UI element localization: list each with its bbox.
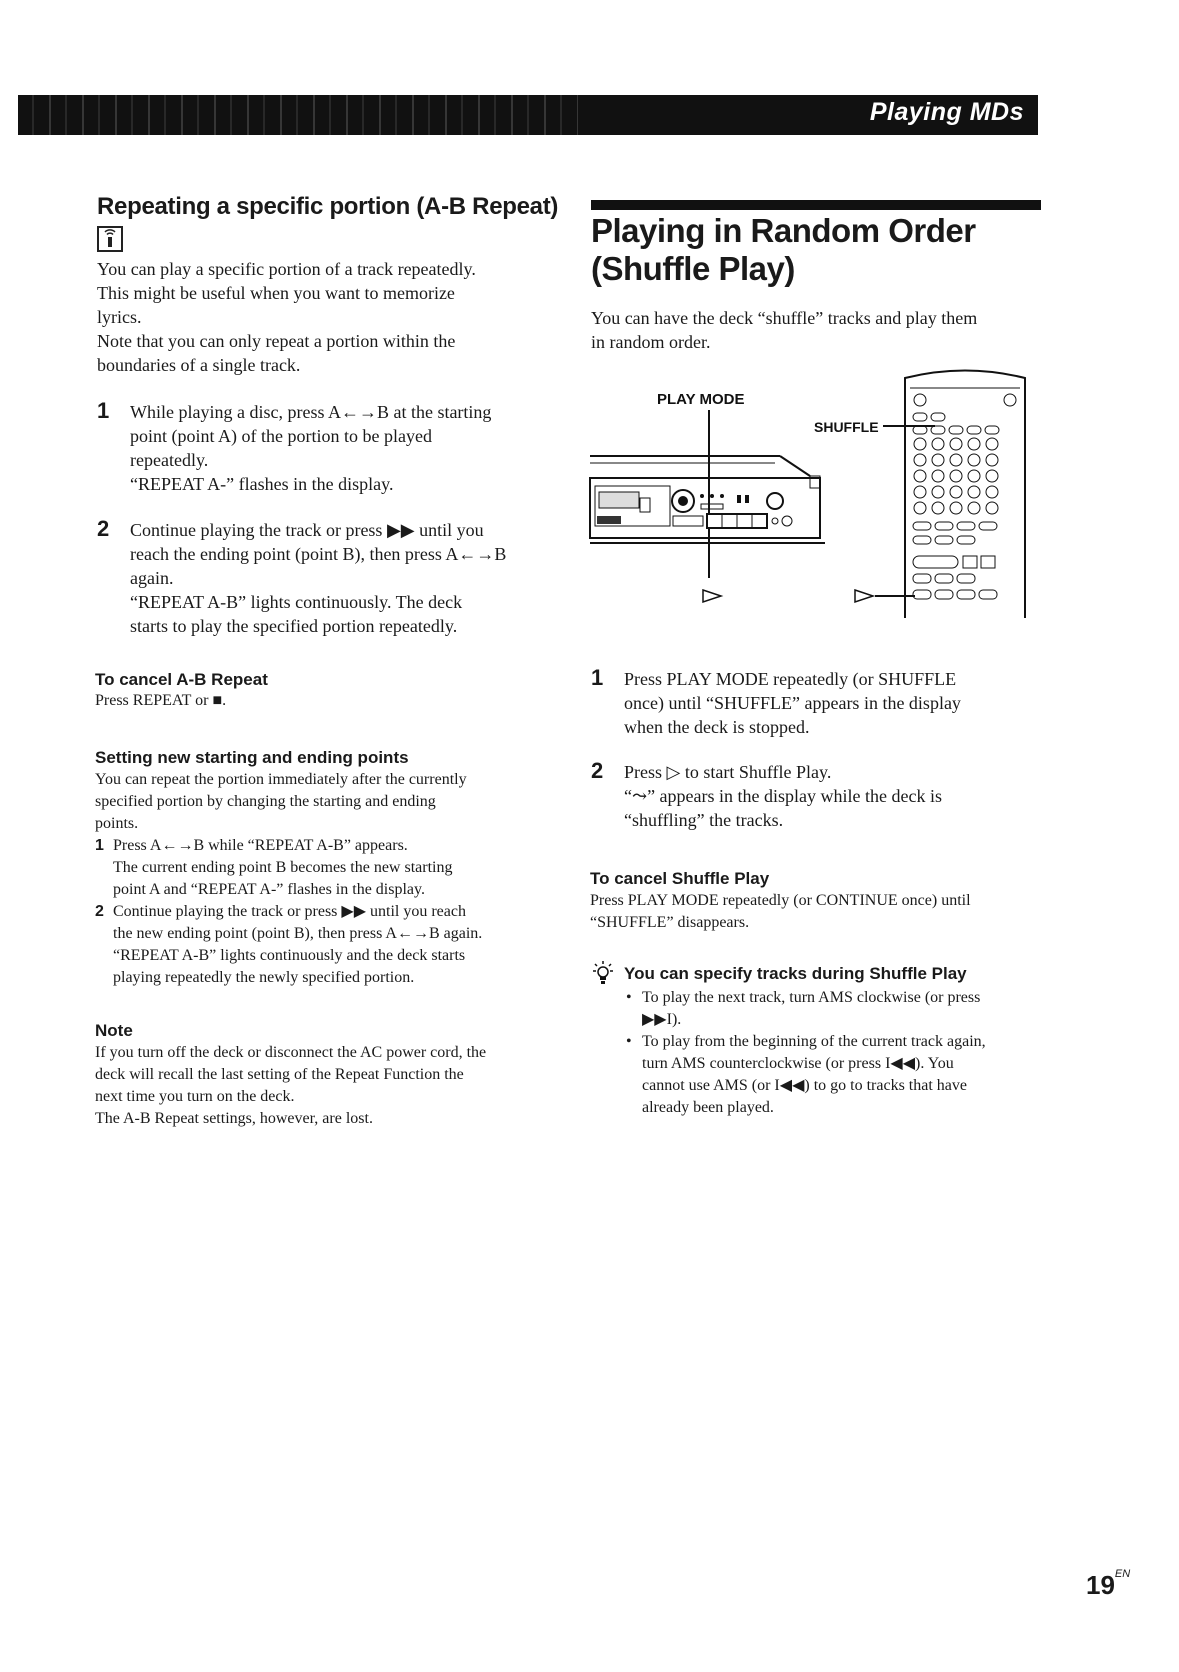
step-line: point (point A) of the portion to be played bbox=[130, 426, 432, 446]
note-line: If you turn off the deck or disconnect the AC power cord, the bbox=[95, 1044, 487, 1061]
header-decoration bbox=[18, 95, 578, 135]
step-line: “⤳” appears in the display while the deck is bbox=[624, 786, 942, 806]
info-icon bbox=[97, 226, 123, 252]
shuffle-title bbox=[591, 212, 1041, 288]
shuffle-step-2 bbox=[624, 760, 1044, 832]
cancel-shuffle-section bbox=[590, 868, 1060, 934]
cancel-ab-title: To cancel A-B Repeat bbox=[95, 670, 268, 689]
intro-line: in random order. bbox=[591, 332, 711, 352]
step-line: when the deck is stopped. bbox=[624, 717, 810, 737]
setting-item bbox=[95, 901, 565, 989]
cancel-ab-section bbox=[95, 670, 555, 712]
title-rule bbox=[591, 200, 1041, 210]
tip-line: ▶▶I). bbox=[642, 1011, 682, 1028]
step-line: starts to play the specified portion repeatedly. bbox=[130, 616, 458, 636]
step-line: “REPEAT A-B” lights continuously. The deck bbox=[130, 592, 463, 612]
intro-line: Note that you can only repeat a portion within the bbox=[97, 331, 456, 351]
deck-remote-figure bbox=[585, 368, 1045, 640]
intro-line: boundaries of a single track. bbox=[97, 355, 301, 375]
lightbulb-icon bbox=[592, 960, 614, 991]
setting-line: You can repeat the portion immediately after the currently bbox=[95, 771, 467, 788]
page-number bbox=[1086, 1570, 1130, 1601]
note-line: deck will recall the last setting of the Repeat Function the bbox=[95, 1066, 464, 1083]
title-line: (Shuffle Play) bbox=[591, 250, 795, 287]
setting-points-title: Setting new starting and ending points bbox=[95, 748, 409, 767]
setting-item-line: playing repeatedly the newly specified portion. bbox=[113, 969, 415, 986]
step-line: Press PLAY MODE repeatedly (or SHUFFLE bbox=[624, 669, 957, 689]
step-line: While playing a disc, press A←→B at the starting bbox=[130, 402, 492, 422]
step-line: “REPEAT A-” flashes in the display. bbox=[130, 474, 394, 494]
setting-item bbox=[95, 835, 565, 901]
step-line: Continue playing the track or press ▶▶ until you bbox=[130, 520, 484, 540]
step-number: 1 bbox=[591, 665, 604, 690]
cancel-shuffle-line: “SHUFFLE” disappears. bbox=[590, 914, 750, 931]
ab-intro bbox=[97, 257, 557, 377]
ab-repeat-heading: Repeating a specific portion (A-B Repeat) bbox=[97, 193, 559, 220]
title-line: Playing in Random Order bbox=[591, 212, 976, 249]
setting-item-line: the new ending point (point B), then press A←→B again. bbox=[113, 925, 483, 942]
setting-item-line: point A and “REPEAT A-” flashes in the display. bbox=[113, 881, 425, 898]
remote-body bbox=[905, 371, 1025, 619]
setting-line: specified portion by changing the starting and ending bbox=[95, 793, 436, 810]
tip-bullet bbox=[624, 987, 1054, 1031]
play-mode-label: PLAY MODE bbox=[657, 391, 745, 408]
section-title: Playing MDs bbox=[869, 98, 1024, 126]
shuffle-step-1 bbox=[624, 667, 1044, 739]
step-line: Press ▷ to start Shuffle Play. bbox=[624, 762, 832, 782]
step-line: once) until “SHUFFLE” appears in the display bbox=[624, 693, 961, 713]
setting-item-number: 1 bbox=[95, 837, 104, 854]
tip-line: cannot use AMS (or I◀◀) to go to tracks that have bbox=[642, 1077, 967, 1094]
setting-item-line: The current ending point B becomes the new starting bbox=[113, 859, 453, 876]
note-line: The A-B Repeat settings, however, are lost. bbox=[95, 1110, 373, 1127]
intro-line: You can play a specific portion of a track repeatedly. bbox=[97, 259, 476, 279]
cancel-shuffle-line: Press PLAY MODE repeatedly (or CONTINUE once) until bbox=[590, 892, 971, 909]
tip-bullet bbox=[624, 1031, 1054, 1119]
note-line: next time you turn on the deck. bbox=[95, 1088, 295, 1105]
tip-line: • To play from the beginning of the current track again, bbox=[642, 1033, 986, 1050]
section-header-bar bbox=[18, 95, 1038, 135]
note-section bbox=[95, 1020, 565, 1130]
setting-item-line: Continue playing the track or press ▶▶ until you reach bbox=[113, 903, 466, 920]
step-1-text bbox=[130, 400, 550, 496]
note-title: Note bbox=[95, 1021, 133, 1040]
page-suffix: EN bbox=[1114, 1568, 1131, 1580]
tip-section bbox=[624, 963, 1054, 1119]
page-number-value: 19 bbox=[1086, 1570, 1115, 1600]
tip-title: You can specify tracks during Shuffle Play bbox=[624, 964, 967, 983]
setting-points-section bbox=[95, 747, 565, 989]
step-number: 2 bbox=[591, 758, 604, 783]
cancel-shuffle-title: To cancel Shuffle Play bbox=[590, 869, 770, 888]
setting-line: points. bbox=[95, 815, 139, 832]
step-line: reach the ending point (point B), then press A←→B bbox=[130, 544, 507, 564]
shuffle-label: SHUFFLE bbox=[814, 419, 879, 435]
tip-line: already been played. bbox=[642, 1099, 774, 1116]
cancel-ab-text: Press REPEAT or ■. bbox=[95, 692, 227, 709]
shuffle-intro bbox=[591, 306, 1051, 354]
setting-item-line: “REPEAT A-B” lights continuously and the deck starts bbox=[113, 947, 466, 964]
tip-line: • To play the next track, turn AMS clockwise (or press bbox=[642, 989, 981, 1006]
step-number: 2 bbox=[97, 516, 110, 541]
step-number: 1 bbox=[97, 398, 110, 423]
intro-line: lyrics. bbox=[97, 307, 142, 327]
tip-line: turn AMS counterclockwise (or press I◀◀). You bbox=[642, 1055, 954, 1072]
step-line: again. bbox=[130, 568, 174, 588]
setting-item-number: 2 bbox=[95, 903, 104, 920]
setting-item-line: Press A←→B while “REPEAT A-B” appears. bbox=[113, 837, 408, 854]
intro-line: This might be useful when you want to memorize bbox=[97, 283, 455, 303]
step-2-text bbox=[130, 518, 560, 638]
step-line: repeatedly. bbox=[130, 450, 209, 470]
intro-line: You can have the deck “shuffle” tracks and play them bbox=[591, 308, 978, 328]
step-line: “shuffling” the tracks. bbox=[624, 810, 784, 830]
